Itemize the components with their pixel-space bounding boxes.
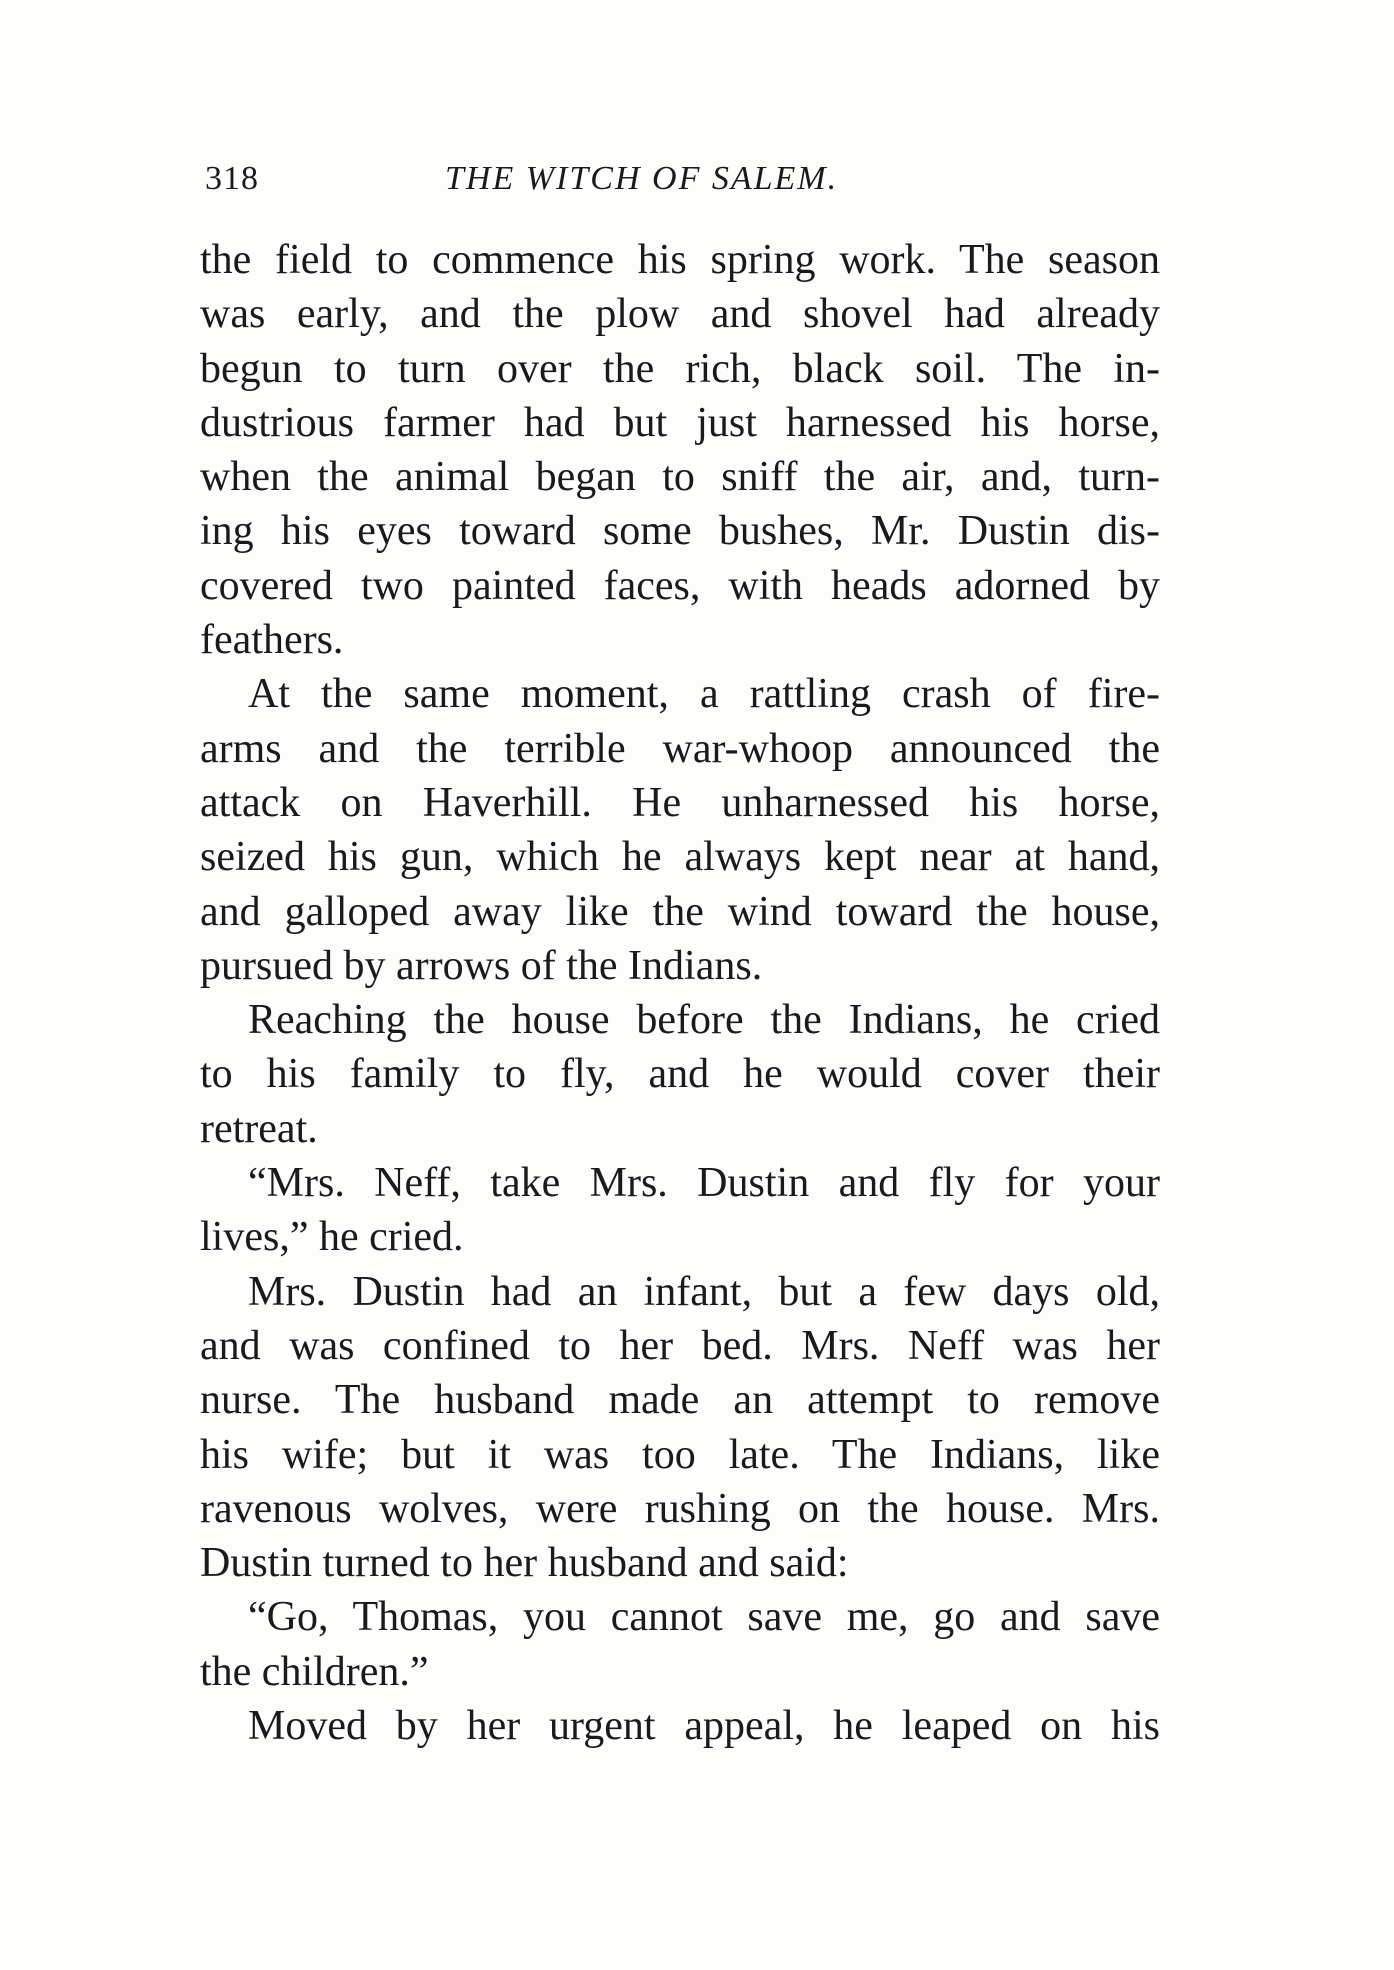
paragraph	[200, 1265, 1160, 1591]
text-line: nurse. The husband made an attempt to remove	[200, 1377, 1160, 1424]
text-line: retreat.	[200, 1105, 318, 1152]
paragraph	[200, 993, 1160, 1156]
text-line: lives,” he cried.	[200, 1214, 464, 1261]
text-line: his wife; but it was too late. The Indians, like	[200, 1431, 1160, 1478]
text-line: attack on Haverhill. He unharnessed his horse,	[200, 779, 1160, 826]
text-line: “Go, Thomas, you cannot save me, go and save	[248, 1594, 1160, 1641]
body-text	[200, 233, 1160, 1753]
text-line: Reaching the house before the Indians, he cried	[248, 997, 1160, 1044]
text-line: pursued by arrows of the Indians.	[200, 942, 763, 989]
text-line: to his family to fly, and he would cover their	[200, 1051, 1160, 1098]
paragraph	[200, 233, 1160, 667]
text-line: when the animal began to sniff the air, and, turn-	[200, 454, 1160, 501]
text-line: arms and the terrible war-whoop announced the	[200, 725, 1160, 772]
text-line: the children.”	[200, 1648, 429, 1695]
text-line: dustrious farmer had but just harnessed his horse,	[200, 399, 1160, 446]
text-line: Mrs. Dustin had an infant, but a few days old,	[248, 1268, 1160, 1315]
running-title: THE WITCH OF SALEM.	[445, 160, 839, 197]
text-line: Dustin turned to her husband and said:	[200, 1540, 849, 1587]
text-line: was early, and the plow and shovel had already	[200, 291, 1160, 338]
text-line: and galloped away like the wind toward the house,	[200, 888, 1160, 935]
text-line: begun to turn over the rich, black soil. The in-	[200, 345, 1160, 392]
text-line: seized his gun, which he always kept near at hand,	[200, 834, 1160, 881]
paragraph	[200, 667, 1160, 993]
running-head	[205, 160, 1165, 220]
text-line: ravenous wolves, were rushing on the house. Mrs.	[200, 1485, 1160, 1532]
text-line: At the same moment, a rattling crash of fire-	[248, 671, 1160, 718]
paragraph	[200, 1590, 1160, 1699]
text-line: ing his eyes toward some bushes, Mr. Dustin dis-	[200, 508, 1160, 555]
text-line: Moved by her urgent appeal, he leaped on his	[248, 1703, 1160, 1750]
text-line: covered two painted faces, with heads adorned by	[200, 562, 1160, 609]
paragraph	[200, 1699, 1160, 1753]
text-line: feathers.	[200, 617, 344, 664]
paragraph	[200, 1156, 1160, 1265]
text-line: the field to commence his spring work. The season	[200, 237, 1160, 283]
text-line: “Mrs. Neff, take Mrs. Dustin and fly for your	[248, 1160, 1160, 1207]
text-line: and was confined to her bed. Mrs. Neff was her	[200, 1322, 1160, 1369]
page-number: 318	[205, 160, 259, 197]
